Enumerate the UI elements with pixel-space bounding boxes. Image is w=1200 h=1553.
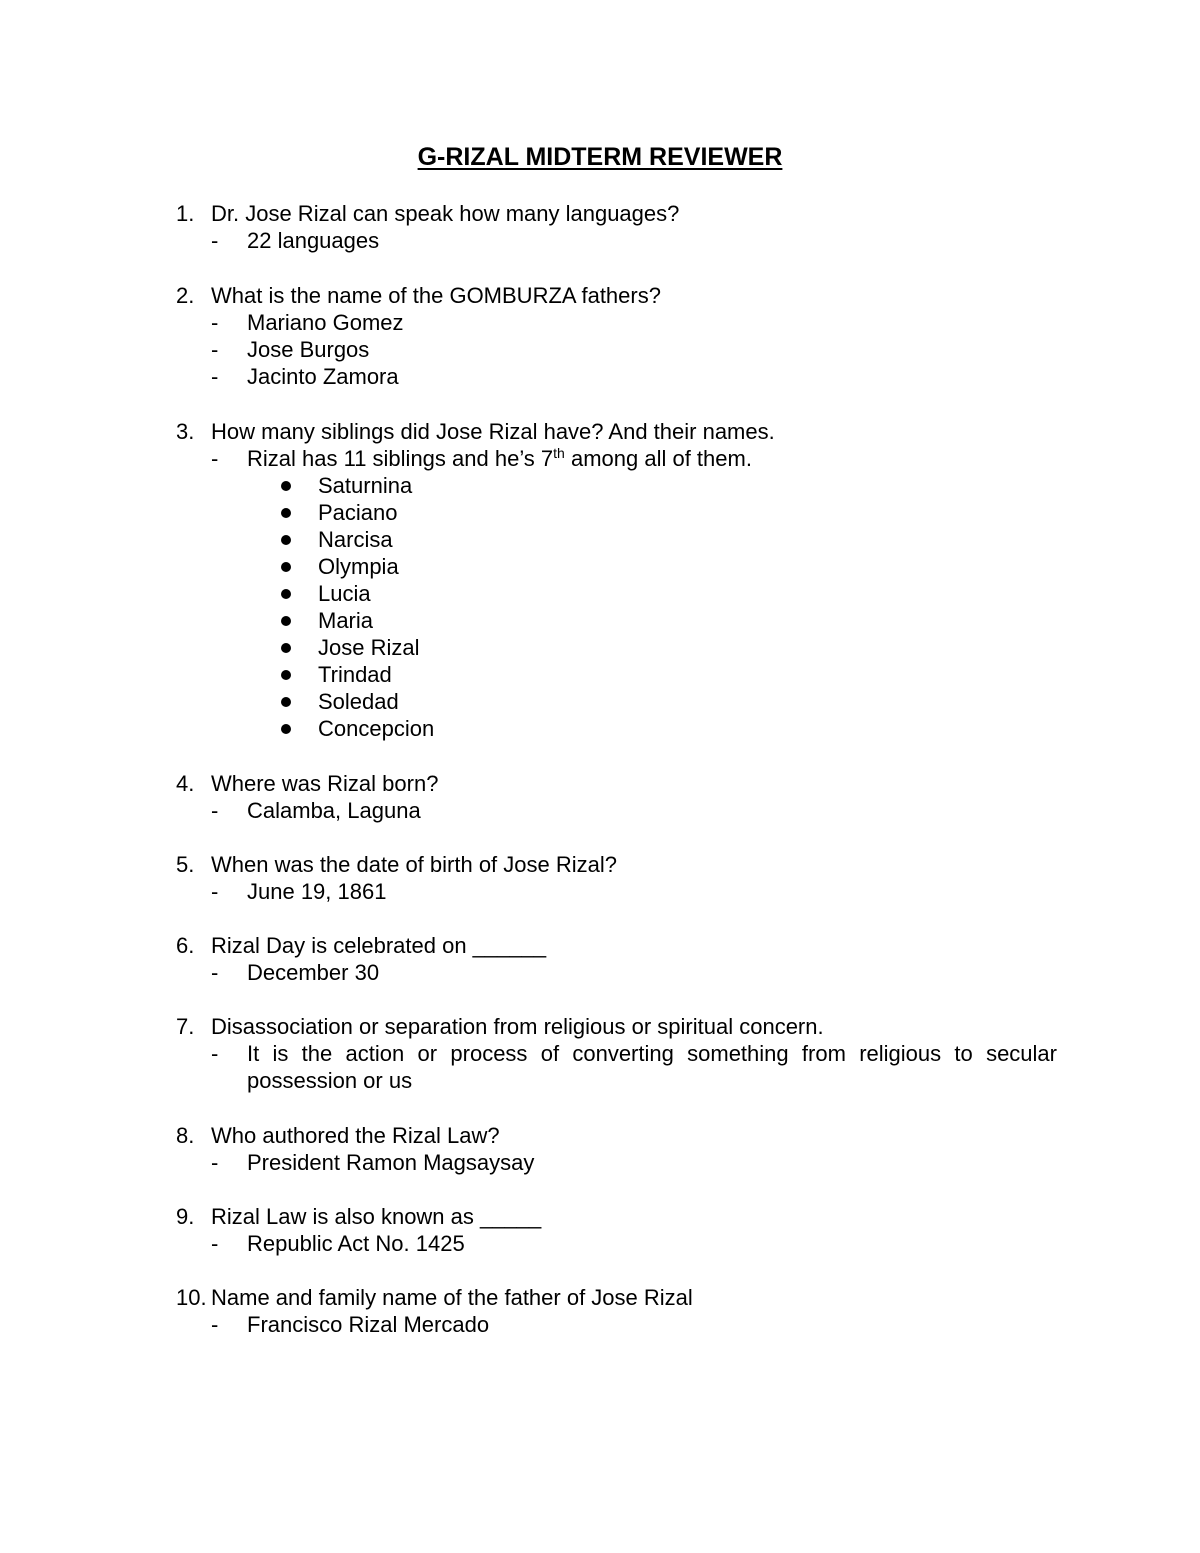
question-text: Rizal Law is also known as _____ (211, 1204, 542, 1229)
answer-text: 22 languages (247, 228, 380, 253)
question-text: Disassociation or separation from religious or spiritual concern. (211, 1014, 824, 1039)
question-text: Where was Rizal born? (211, 771, 439, 796)
answer-dash: - (211, 1041, 219, 1066)
bullet-icon (281, 616, 291, 626)
answer-text: Republic Act No. 1425 (247, 1231, 465, 1256)
question-6 (0, 932, 1200, 986)
answer-text: Jacinto Zamora (247, 364, 399, 389)
question-text: When was the date of birth of Jose Rizal? (211, 852, 617, 877)
sibling-name: Narcisa (318, 527, 393, 552)
question-text: Rizal Day is celebrated on ______ (211, 933, 547, 958)
question-text: Name and family name of the father of Jose Rizal (211, 1285, 693, 1310)
sibling-item (0, 688, 1200, 715)
question-1 (0, 200, 1200, 254)
sibling-name: Saturnina (318, 473, 413, 498)
answer-dash: - (211, 1312, 219, 1337)
answer-dash: - (211, 960, 219, 985)
question-number: 6. (176, 933, 195, 958)
answer-dash: - (211, 337, 219, 362)
sibling-item (0, 607, 1200, 634)
answer-text: December 30 (247, 960, 380, 985)
sibling-item (0, 526, 1200, 553)
answer-text: Jose Burgos (247, 337, 370, 362)
sibling-name: Olympia (318, 554, 399, 579)
question-9 (0, 1203, 1200, 1257)
sibling-name: Lucia (318, 581, 371, 606)
question-4 (0, 770, 1200, 824)
question-number: 9. (176, 1204, 195, 1229)
bullet-icon (281, 643, 291, 653)
bullet-icon (281, 481, 291, 491)
bullet-icon (281, 589, 291, 599)
answer-dash: - (211, 1231, 219, 1256)
sibling-name: Trindad (318, 662, 392, 687)
sibling-name: Maria (318, 608, 374, 633)
ordinal-superscript: th (553, 445, 565, 461)
sibling-item (0, 715, 1200, 742)
question-number: 7. (176, 1014, 195, 1039)
question-2 (0, 282, 1200, 390)
sibling-name: Concepcion (318, 716, 435, 741)
answer-text: June 19, 1861 (247, 879, 387, 904)
question-number: 10. (176, 1285, 207, 1310)
question-3 (0, 418, 1200, 742)
answer-text (247, 1040, 1057, 1067)
sibling-item (0, 472, 1200, 499)
question-8 (0, 1122, 1200, 1176)
answer-text: Francisco Rizal Mercado (247, 1312, 490, 1337)
bullet-icon (281, 562, 291, 572)
question-text: Who authored the Rizal Law? (211, 1123, 500, 1148)
answer-dash: - (211, 798, 219, 823)
bullet-icon (281, 508, 291, 518)
answer-text-main: Rizal has 11 siblings and he’s 7 (247, 446, 554, 471)
question-text: Dr. Jose Rizal can speak how many languages? (211, 201, 680, 226)
answer-text (247, 445, 752, 472)
question-text: What is the name of the GOMBURZA fathers? (211, 283, 661, 308)
question-number: 1. (176, 201, 195, 226)
sibling-name: Soledad (318, 689, 399, 714)
bullet-icon (281, 535, 291, 545)
answer-line-2: possession or us (247, 1068, 413, 1093)
answer-dash: - (211, 879, 219, 904)
answer-dash: - (211, 228, 219, 253)
sibling-name: Paciano (318, 500, 398, 525)
answer-text: Mariano Gomez (247, 310, 404, 335)
answer-dash: - (211, 310, 219, 335)
question-number: 4. (176, 771, 195, 796)
sibling-item (0, 553, 1200, 580)
answer-line-1: It is the action or process of converting something from religious to secular (247, 1041, 1057, 1066)
question-10 (0, 1284, 1200, 1338)
sibling-name: Jose Rizal (318, 635, 420, 660)
sibling-item (0, 634, 1200, 661)
page-title: G-RIZAL MIDTERM REVIEWER (417, 143, 783, 171)
question-number: 3. (176, 419, 195, 444)
answer-text: Calamba, Laguna (247, 798, 421, 823)
answer-text-rest: among all of them. (564, 446, 752, 471)
bullet-icon (281, 670, 291, 680)
question-7 (0, 1013, 1200, 1094)
sibling-item (0, 580, 1200, 607)
answer-dash: - (211, 364, 219, 389)
question-number: 8. (176, 1123, 195, 1148)
bullet-icon (281, 697, 291, 707)
answer-text: President Ramon Magsaysay (247, 1150, 535, 1175)
sibling-item (0, 661, 1200, 688)
question-number: 5. (176, 852, 195, 877)
answer-dash: - (211, 1150, 219, 1175)
question-number: 2. (176, 283, 195, 308)
answer-dash: - (211, 446, 219, 471)
bullet-icon (281, 724, 291, 734)
sibling-item (0, 499, 1200, 526)
question-5 (0, 851, 1200, 905)
question-text: How many siblings did Jose Rizal have? And their names. (211, 419, 775, 444)
